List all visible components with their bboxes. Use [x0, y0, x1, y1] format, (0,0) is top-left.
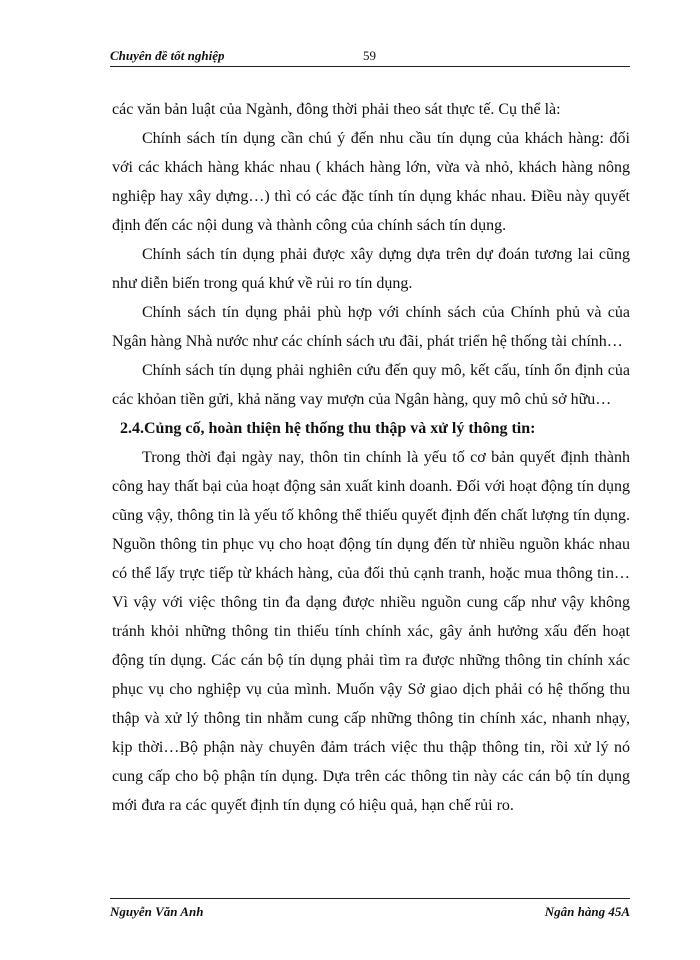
paragraph-4: Chính sách tín dụng phải phù hợp với chính sách của Chính phủ và của Ngân hàng Nhà nước như các chính sách ưu đãi, phát triển hệ thống tài chính…	[112, 304, 630, 350]
page-number: 59	[363, 48, 376, 63]
header-rule	[110, 66, 630, 67]
document-body	[112, 95, 630, 820]
footer-class: Ngân hàng 45A	[544, 904, 630, 919]
paragraph-3: Chính sách tín dụng phải được xây dựng dựa trên dự đoán tương lai cũng như diễn biến trong quá khứ về rủi ro tín dụng.	[112, 246, 630, 292]
page-footer	[110, 904, 630, 922]
paragraph-2: Chính sách tín dụng cần chú ý đến nhu cầu tín dụng của khách hàng: đối với các khách hàng khác nhau ( khách hàng lớn, vừa và nhỏ, khách hàng nông nghiệp hay xây dựng…) thì có các đặc tính tín dụng khác nhau. Điều này quyết định đến các nội dung và thành công của chính sách tín dụng.	[112, 130, 630, 234]
paragraph-5: Chính sách tín dụng phải nghiên cứu đến quy mô, kết cấu, tính ổn định của các khỏan tiền gửi, khả năng vay mượn của Ngân hàng, quy mô chủ sở hữu…	[112, 362, 630, 408]
section-heading: 2.4.Củng cố, hoàn thiện hệ thống thu thập và xử lý thông tin:	[120, 420, 536, 437]
page-header	[110, 48, 630, 66]
paragraph-6: Trong thời đại ngày nay, thôn tin chính là yếu tố cơ bản quyết định thành công hay thất bại của hoạt động sản xuất kinh doanh. Đối với hoạt động tín dụng cũng vậy, thông tin là yếu tố không thể thiếu quyết định đến chất lượng tín dụng. Nguồn thông tin phục vụ cho hoạt động tín dụng đến từ nhiều nguồn khác nhau có thể lấy trực tiếp từ khách hàng, của đối thủ cạnh tranh, hoặc mua thông tin…Vì vậy với việc thông tin đa dạng được nhiều nguồn cung cấp như vậy không tránh khỏi những thông tin thiếu tính chính xác, gây ảnh hưởng xấu đến hoạt động tín dụng. Các cán bộ tín dụng phải tìm ra được những thông tin chính xác phục vụ cho nghiệp vụ của mình. Muốn vậy Sở giao dịch phải có hệ thống thu thập và xử lý thông tin nhằm cung cấp những thông tin chính xác, nhanh nhạy, kịp thời…Bộ phận này chuyên đảm trách việc thu thập thông tin, rồi xử lý nó cung cấp cho bộ phận tín dụng. Dựa trên các thông tin này các cán bộ tín dụng mới đưa ra các quyết định tín dụng có hiệu quả, hạn chế rủi ro.	[112, 449, 630, 814]
footer-rule	[110, 898, 630, 899]
footer-author: Nguyễn Văn Anh	[110, 904, 204, 919]
header-title: Chuyên đề tốt nghiệp	[110, 48, 225, 63]
paragraph-1: các văn bản luật của Ngành, đông thời phải theo sát thực tế. Cụ thể là:	[112, 101, 561, 118]
